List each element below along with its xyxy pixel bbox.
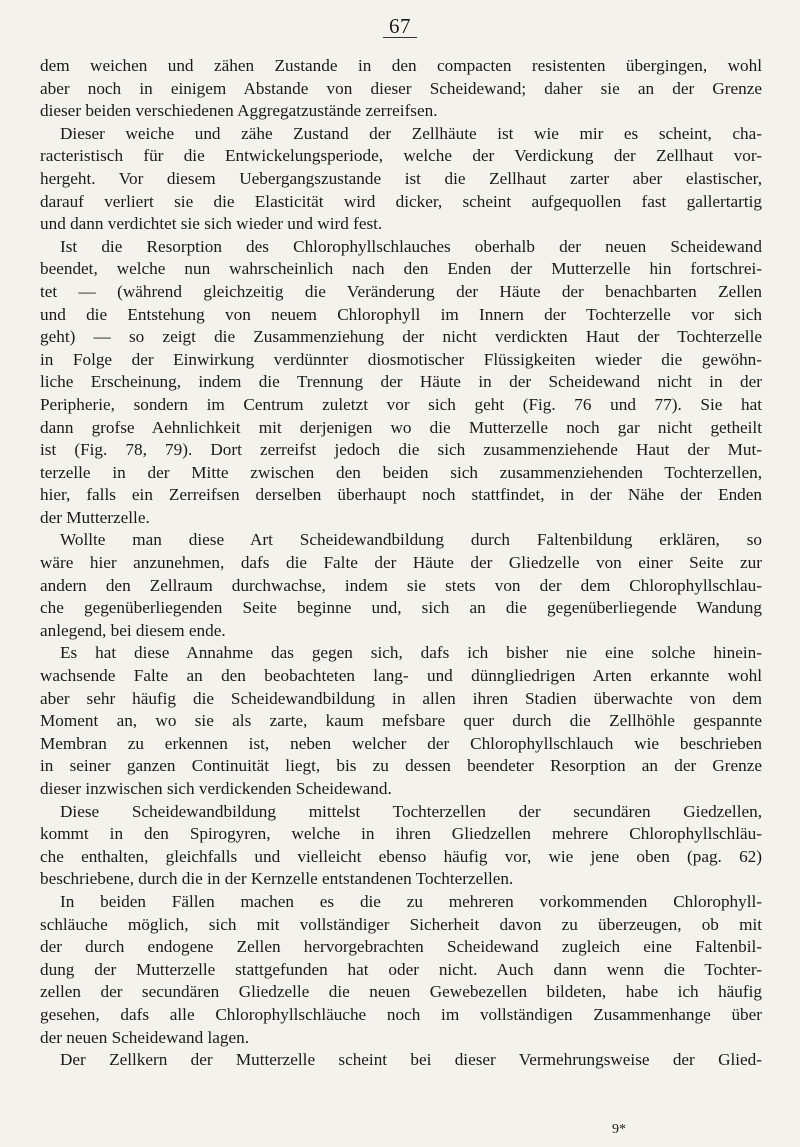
text-line: liche Erscheinung, indem die Trennung der Häute in der Scheidewand nicht in der [40, 372, 762, 392]
text-line: schläuche möglich, sich mit vollständiger Sicherheit davon zu überzeugen, ob mit [40, 914, 762, 934]
text-line: terzelle in der Mitte zwischen den beiden sich zusammenziehenden Tochterzellen, [40, 462, 762, 482]
text-line: dieser beiden verschiedenen Aggregatzustände zerreifsen. [40, 101, 438, 121]
text-line: andern den Zellraum durchwachse, indem sie stets von der dem Chlorophyllschlau- [40, 575, 762, 595]
text-line: und dann verdichtet sie sich wieder und wird fest. [40, 214, 383, 234]
text-line: aber noch in einigem Abstande von dieser Scheidewand; daher sie an der Grenze [40, 78, 762, 98]
text-line: zellen der secundären Gliedzelle die neuen Gewebezellen bildeten, habe ich häufig [40, 982, 762, 1002]
text-line: in Folge der Einwirkung verdünnter diosmotischer Flüssigkeiten wieder die gewöhn- [40, 349, 762, 369]
text-line: ist (Fig. 78, 79). Dort zerreifst jedoch die sich zusammenziehende Haut der Mut- [40, 440, 762, 460]
text-line: gesehen, dafs alle Chlorophyllschläuche noch im vollständigen Zusammenhange über [40, 1004, 762, 1024]
text-line: kommt in den Spirogyren, welche in ihren Gliedzellen mehrere Chlorophyllschläu- [40, 824, 762, 844]
text-line: aber sehr häufig die Scheidewandbildung in allen ihren Stadien überwachte von dem [40, 688, 762, 708]
text-line: der durch endogene Zellen hervorgebrachten Scheidewand zugleich eine Faltenbil- [40, 937, 762, 957]
text-line: dung der Mutterzelle stattgefunden hat oder nicht. Auch dann wenn die Tochter- [40, 959, 762, 979]
text-line: geht) — so zeigt die Zusammenziehung der nicht verdickten Haut der Tochterzelle [40, 327, 762, 347]
text-line: Ist die Resorption des Chlorophyllschlauches oberhalb der neuen Scheidewand [60, 236, 762, 256]
text-line: che enthalten, gleichfalls und vielleicht ebenso häufig vor, wie jene oben (pag. 62) [40, 846, 762, 866]
text-line: Membran zu erkennen ist, neben welcher der Chlorophyllschlauch wie beschrieben [40, 733, 762, 753]
text-line: dieser inzwischen sich verdickenden Scheidewand. [40, 779, 392, 798]
page-number-text: 67 [383, 15, 417, 38]
text-line: Der Zellkern der Mutterzelle scheint bei dieser Vermehrungsweise der Glied- [60, 1050, 762, 1070]
text-line: beendet, welche nun wahrscheinlich nach den Enden der Mutterzelle hin fortschrei- [40, 259, 762, 279]
text-line: der neuen Scheidewand lagen. [40, 1027, 250, 1047]
text-line: in seiner ganzen Continuität liegt, bis zu dessen beendeter Resorption an der Grenze [40, 756, 762, 776]
text-line: beschriebene, durch die in der Kernzelle entstandenen Tochterzellen. [40, 869, 514, 889]
text-line: wäre hier anzunehmen, dafs die Falte der Häute der Gliedzelle von einer Seite zur [40, 553, 762, 573]
text-line: dem weichen und zähen Zustande in den compacten resistenten übergingen, wohl [40, 56, 762, 75]
text-line: hergeht. Vor diesem Uebergangszustande ist die Zellhaut zarter aber elastischer, [40, 168, 762, 188]
text-line: che gegenüberliegenden Seite beginne und, sich an die gegenüberliegende Wandung [40, 598, 762, 618]
page-number [0, 14, 800, 39]
text-line: Es hat diese Annahme das gegen sich, dafs ich bisher nie eine solche hinein- [60, 643, 762, 663]
text-line: Moment an, wo sie als zarte, kaum mefsbare quer durch die Zellhöhle gespannte [40, 711, 762, 731]
text-line: darauf verliert sie die Elasticität wird dicker, scheint aufgequollen fast gallertartig [40, 191, 762, 211]
text-line: anlegend, bei diesem ende. [40, 620, 226, 640]
text-line: wachsende Falte an den beobachteten lang- und dünngliedrigen Arten erkannte wohl [40, 666, 762, 686]
text-line: racteristisch für die Entwickelungsperiode, welche der Verdickung der Zellhaut vor- [40, 146, 762, 166]
body-text [40, 55, 762, 1072]
text-line: tet — (während gleichzeitig die Veränderung der Häute der benachbarten Zellen [40, 281, 762, 301]
text-line: der Mutterzelle. [40, 507, 150, 527]
signature-mark: 9* [612, 1122, 626, 1137]
text-line: hier, falls ein Zerreifsen derselben überhaupt noch stattfindet, in der Nähe der Enden [40, 485, 762, 505]
text-line: Dieser weiche und zähe Zustand der Zellhäute ist wie mir es scheint, cha- [60, 123, 762, 143]
text-line: Diese Scheidewandbildung mittelst Tochterzellen der secundären Giedzellen, [60, 801, 762, 821]
text-line: In beiden Fällen machen es die zu mehreren vorkommenden Chlorophyll- [60, 891, 762, 911]
text-line: Wollte man diese Art Scheidewandbildung durch Faltenbildung erklären, so [60, 530, 762, 550]
text-line: dann grofse Aehnlichkeit mit derjenigen wo die Mutterzelle noch gar nicht getheilt [40, 417, 762, 437]
text-line: und die Entstehung von neuem Chlorophyll im Innern der Tochterzelle vor sich [40, 304, 762, 324]
text-line: Peripherie, sondern im Centrum zuletzt vor sich geht (Fig. 76 und 77). Sie hat [40, 394, 762, 414]
